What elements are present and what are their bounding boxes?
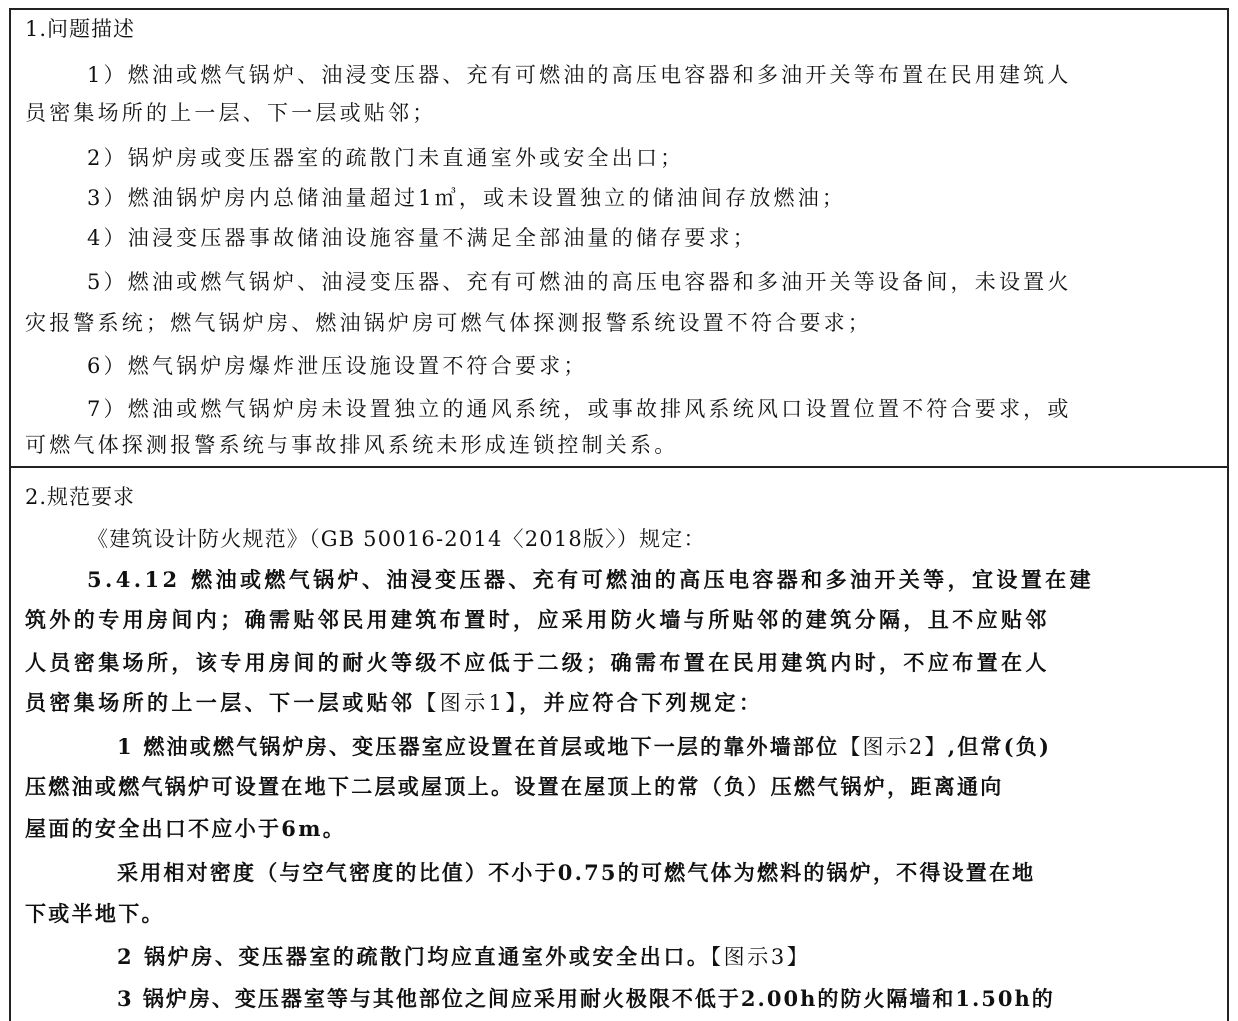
rule-3-line-1: 3 锅炉房、变压器室等与其他部位之间应采用耐火极限不低于2.00h的防火隔墙和1.50h的	[117, 986, 1055, 1011]
content-table	[9, 8, 1229, 1021]
rule-1-line-2: 压燃油或燃气锅炉可设置在地下二层或屋顶上。设置在屋顶上的常（负）压燃气锅炉，距离通向	[25, 774, 1004, 799]
clause-5-4-12-line-4	[25, 688, 1215, 718]
code-intro: 《建筑设计防火规范》（GB 50016-2014〈2018版〉）规定：	[87, 527, 706, 551]
rule-1-paragraph-2-line-1: 采用相对密度（与空气密度的比值）不小于0.75的可燃气体为燃料的锅炉，不得设置在地	[117, 860, 1036, 885]
figure-ref-3: 【图示3】	[710, 945, 811, 969]
clause-5-4-12-line-2: 筑外的专用房间内；确需贴邻民用建筑布置时，应采用防火墙与所贴邻的建筑分隔，且不应贴邻	[25, 607, 1050, 632]
section2-title: 2.规范要求	[25, 485, 136, 509]
clause-5-4-12-line-3: 人员密集场所，该专用房间的耐火等级不应低于二级；确需布置在民用建筑内时，不应布置在人	[25, 650, 1050, 675]
item-5-line-1: 5）燃油或燃气锅炉、油浸变压器、充有可燃油的高压电容器和多油开关等设备间，未设置火	[87, 270, 1072, 294]
item-1-line-1: 1）燃油或燃气锅炉、油浸变压器、充有可燃油的高压电容器和多油开关等布置在民用建筑人	[87, 63, 1072, 87]
section1-title: 1.问题描述	[25, 17, 136, 41]
rule-1-line-3: 屋面的安全出口不应小于6m。	[25, 816, 347, 841]
item-6: 6）燃气锅炉房爆炸泄压设施设置不符合要求；	[87, 354, 588, 378]
item-1-line-2: 员密集场所的上一层、下一层或贴邻；	[25, 101, 437, 125]
rule-1-line-1	[117, 732, 1215, 762]
standard-section	[11, 468, 1227, 1021]
item-7-line-2: 可燃气体探测报警系统与事故排风系统未形成连锁控制关系。	[25, 433, 679, 457]
item-5-line-2: 灾报警系统；燃气锅炉房、燃油锅炉房可燃气体探测报警系统设置不符合要求；	[25, 311, 872, 335]
rule-1-paragraph-2-line-2: 下或半地下。	[25, 901, 165, 926]
problem-section	[11, 10, 1227, 468]
clause-text: 员密集场所的上一层、下一层或贴邻	[25, 690, 416, 715]
rule-2	[117, 942, 1215, 972]
figure-ref-2: 【图示2】	[839, 735, 948, 759]
item-3: 3）燃油锅炉房内总储油量超过1㎥，或未设置独立的储油间存放燃油；	[87, 186, 847, 210]
figure-ref-1: 【图示1】	[415, 691, 520, 715]
item-2: 2）锅炉房或变压器室的疏散门未直通室外或安全出口；	[87, 146, 685, 170]
item-7-line-1: 7）燃油或燃气锅炉房未设置独立的通风系统，或事故排风系统风口设置位置不符合要求，或	[87, 397, 1072, 421]
rule-text: ,但常(负)	[947, 734, 1052, 759]
clause-text: ，并应符合下列规定：	[519, 690, 764, 715]
item-4: 4）油浸变压器事故储油设施容量不满足全部油量的储存要求；	[87, 226, 757, 250]
rule-text: 2 锅炉房、变压器室的疏散门均应直通室外或安全出口。	[117, 944, 711, 969]
clause-5-4-12-line-1: 5.4.12 燃油或燃气锅炉、油浸变压器、充有可燃油的高压电容器和多油开关等，宜设置在建	[87, 567, 1094, 592]
rule-text: 1 燃油或燃气锅炉房、变压器室应设置在首层或地下一层的靠外墙部位	[117, 734, 840, 759]
